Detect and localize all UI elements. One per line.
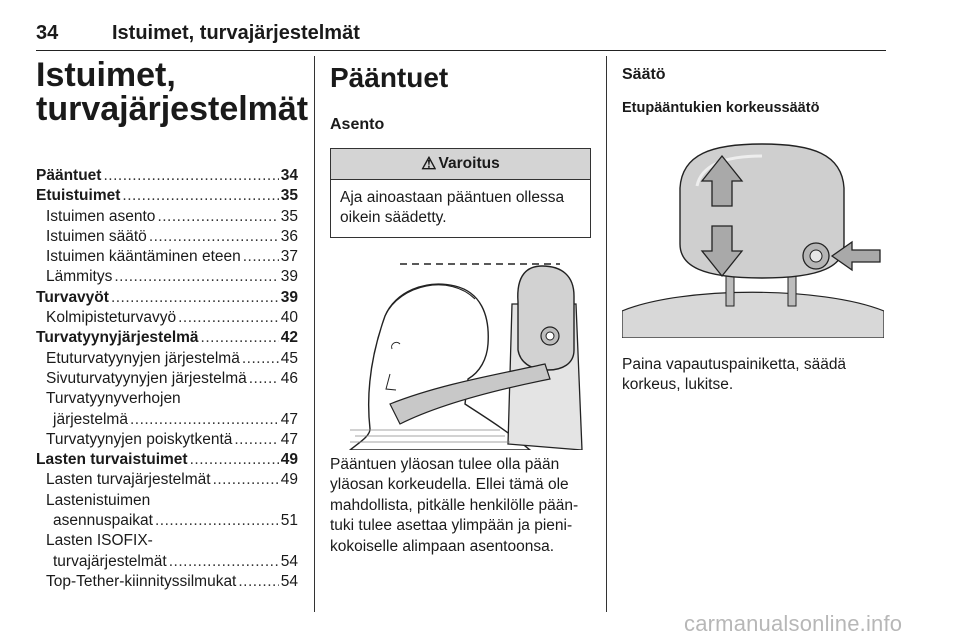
toc-entry-label: turvajärjestelmät	[53, 552, 167, 570]
watermark: carmanualsonline.info	[684, 611, 903, 636]
toc-entry-label: Etuturvatyynyjen järjestelmä	[46, 349, 240, 367]
toc-entry-page: 42	[280, 329, 298, 347]
toc-entry	[36, 349, 298, 369]
toc-entry-page: 39	[280, 288, 298, 306]
toc-entry	[36, 572, 298, 592]
subsection-heading: Etupääntukien korkeussäätö	[622, 100, 820, 116]
toc-leader-dots	[190, 450, 279, 470]
toc-leader-dots	[238, 572, 278, 592]
toc-leader-dots	[201, 328, 279, 348]
toc-leader-dots	[103, 166, 278, 186]
headrest-height-adjustment-illustration	[622, 126, 884, 338]
toc-entry-page: 37	[280, 248, 298, 266]
headrest-position-text: Pääntuen yläosan tulee olla pään yläosan korkeudella. Ellei tämä ole mahdollista, pitkälle henkilölle pääntuki tulee asettaa ylimpään ja pienikokoiselle alimpaan asentoonsa.	[330, 456, 579, 555]
toc-entry-label: Istuimen asento	[46, 207, 156, 225]
toc-leader-dots	[213, 470, 279, 490]
toc-entry	[36, 288, 298, 308]
toc-entry-label: Turvatyynyjärjestelmä	[36, 329, 199, 347]
toc-entry	[36, 227, 298, 247]
toc-entry	[36, 511, 298, 531]
chapter-title	[36, 56, 309, 128]
toc-leader-dots	[155, 511, 279, 531]
toc-entry	[36, 328, 298, 348]
chapter-title-line: Istuimet,	[36, 56, 176, 94]
warning-box	[330, 148, 591, 238]
toc-entry	[36, 450, 298, 470]
toc-entry-page: 54	[280, 552, 298, 570]
page-number: 34	[36, 22, 59, 44]
warning-header	[331, 149, 590, 180]
toc-leader-dots	[157, 207, 278, 227]
toc-leader-dots	[242, 349, 279, 369]
toc-entry-page: 47	[280, 430, 298, 448]
toc-entry	[36, 308, 298, 328]
toc-entry-label: Lämmitys	[46, 268, 113, 286]
toc-entry-page: 39	[280, 268, 298, 286]
toc-entry-label: Pääntuet	[36, 167, 102, 184]
toc-entry-label: asennuspaikat	[53, 512, 153, 530]
header-section-title: Istuimet, turvajärjestelmät	[112, 22, 360, 44]
toc-leader-dots	[243, 247, 279, 267]
toc-column	[36, 56, 309, 592]
headrest-adjustment-text: Paina vapautuspainiketta, säädä korkeus, lukitse.	[622, 356, 847, 394]
toc-entry-label: Istuimen säätö	[46, 227, 147, 245]
toc-entry: Lastenistuimen	[46, 491, 151, 509]
toc-entry-label: Sivuturvatyynyjen järjestelmä	[46, 369, 247, 387]
toc-entry	[36, 470, 298, 490]
toc-entry	[36, 186, 298, 206]
toc-leader-dots	[130, 410, 279, 430]
headrest-position-illustration	[330, 254, 592, 450]
toc-entry-label: Lasten turvajärjestelmät	[46, 471, 211, 489]
toc-entry	[36, 207, 298, 227]
section-heading: Pääntuet	[330, 62, 449, 93]
toc-entry	[36, 247, 298, 267]
toc-entry: Lasten ISOFIX-	[46, 532, 153, 550]
chapter-title-line: turvajärjestelmät	[36, 90, 309, 128]
headrest-position-column	[330, 62, 592, 557]
page-header	[36, 22, 886, 51]
toc-entry	[36, 267, 298, 287]
toc-entry-page: 49	[280, 451, 298, 469]
toc-entry-page: 51	[280, 512, 298, 530]
toc-leader-dots	[234, 430, 278, 450]
toc-leader-dots	[169, 552, 279, 572]
toc-entry-page: 54	[280, 572, 298, 590]
toc-entry-label: Etuistuimet	[36, 187, 121, 205]
toc-entry-page: 49	[280, 471, 298, 489]
toc-leader-dots	[111, 288, 279, 308]
toc-entry-label: Istuimen kääntäminen eteen	[46, 248, 241, 266]
column-divider	[314, 56, 315, 612]
warning-triangle-icon: ⚠	[421, 154, 437, 173]
toc-entry	[36, 410, 298, 430]
headrest-adjustment-column	[622, 66, 888, 396]
toc-entry-page: 46	[280, 369, 298, 387]
toc-entry-label: Top-Tether-kiinnityssilmukat	[46, 572, 237, 590]
toc-entry-page: 47	[280, 410, 298, 428]
toc-entry: Turvatyynyverhojen	[46, 390, 181, 408]
toc-entry	[36, 552, 298, 572]
toc-entry	[36, 430, 298, 450]
section-heading: Säätö	[622, 66, 666, 83]
toc-entry	[36, 369, 298, 389]
toc-leader-dots	[114, 267, 278, 287]
toc-entry-page: 34	[280, 167, 298, 184]
table-of-contents	[36, 166, 298, 592]
warning-text: Aja ainoastaan pääntuen ollessa oikein säädetty.	[340, 189, 565, 226]
toc-entry-label: Lasten turvaistuimet	[36, 451, 188, 469]
toc-leader-dots	[122, 186, 278, 206]
toc-entry-label: Turvatyynyjen poiskytkentä	[46, 430, 233, 448]
column-divider	[606, 56, 607, 612]
toc-entry-page: 45	[280, 349, 298, 367]
toc-leader-dots	[149, 227, 279, 247]
toc-leader-dots	[249, 369, 279, 389]
warning-title: Varoitus	[438, 155, 500, 172]
toc-entry-page: 35	[280, 207, 298, 225]
toc-entry-label: Kolmipisteturvavyö	[46, 309, 177, 327]
toc-leader-dots	[178, 308, 279, 328]
subsection-heading: Asento	[330, 116, 385, 133]
toc-entry-label: Turvavyöt	[36, 288, 109, 306]
toc-entry-label: järjestelmä	[53, 410, 128, 428]
toc-entry-page: 40	[280, 309, 298, 327]
toc-entry-page: 35	[280, 187, 298, 205]
toc-entry	[36, 166, 298, 186]
toc-entry-page: 36	[280, 227, 298, 245]
